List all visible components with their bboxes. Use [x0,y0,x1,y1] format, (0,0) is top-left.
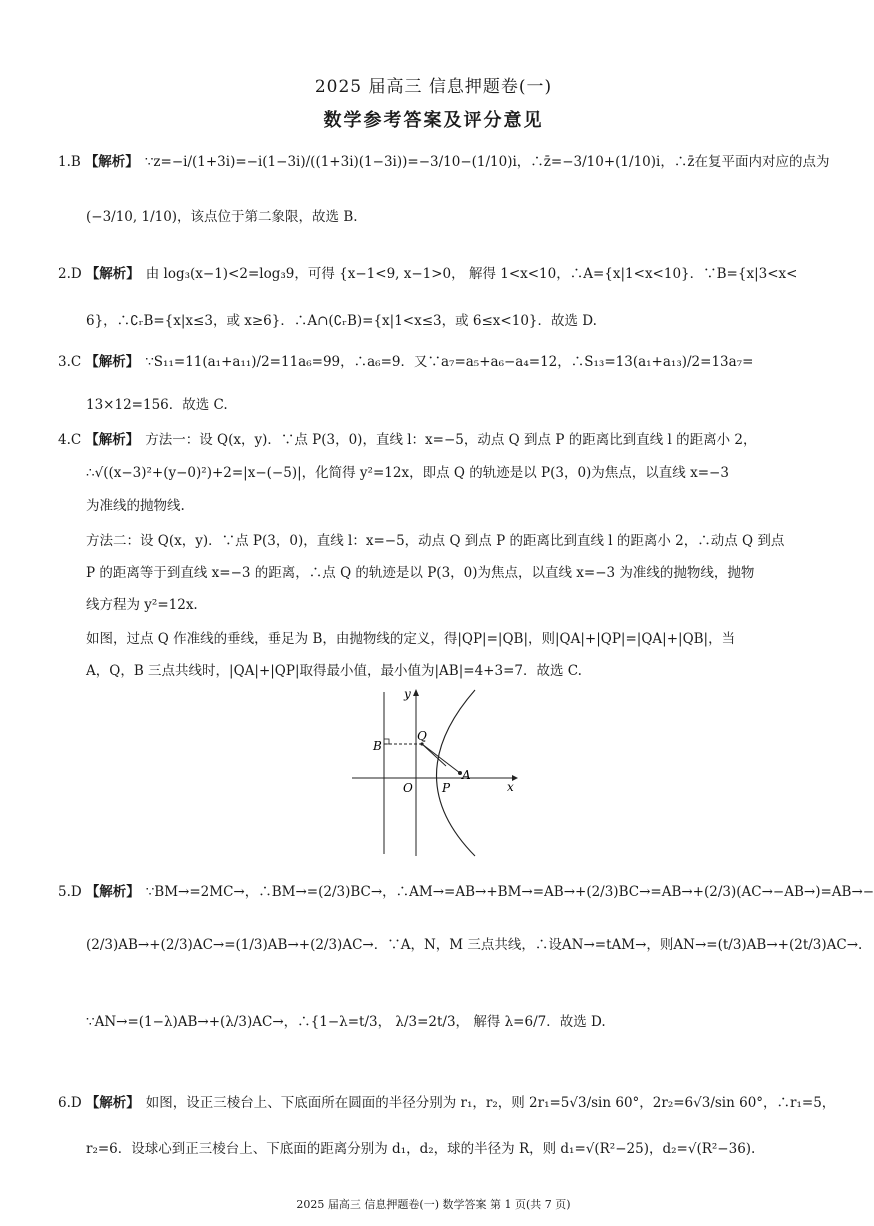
q2-text-2: 6}，∴∁ᵣB={x|x≤3，或 x≥6}．∴A∩(∁ᵣB)={x|1<x≤3，或 6≤x<10}．故选 D. [86,313,597,329]
q1-line-1 [58,150,830,170]
q2-number: 2.D [58,266,82,282]
q6-tag: 【解析】 [85,1095,140,1111]
q4-text-7: 如图，过点 Q 作准线的垂线，垂足为 B，由抛物线的定义，得|QP|=|QB|，则|QA|+|QP|=|QA|+|QB|，当 [86,631,736,647]
q4-text-5: P 的距离等于到直线 x=−3 的距离，∴点 Q 的轨迹是以 P(3，0)为焦点，以直线 x=−3 为准线的抛物线，抛物 [86,565,755,581]
q2-tag: 【解析】 [85,266,140,282]
page-title: 2025 届高三 信息押题卷(一) [314,77,553,97]
label-b: B [373,739,382,753]
parabola-figure [350,688,520,858]
page-subtitle: 数学参考答案及评分意见 [323,110,544,131]
y-axis-arrow [413,689,419,696]
q3-text-1: ∵S₁₁=11(a₁+a₁₁)/2=11a₆=99，∴a₆=9．又∵a₇=a₅+a₆−a₄=12，∴S₁₃=13(a₁+a₁₃)/2=13a₇= [145,354,754,370]
q2-text-1: 由 log₃(x−1)<2=log₃9，可得 {x−1<9, x−1>0， 解得 1<x<10，∴A={x|1<x<10}．∵B={x|3<x< [145,266,798,282]
label-x: x [507,780,514,794]
page-footer: 2025 届高三 信息押题卷(一) 数学答案 第 1 页(共 7 页) [296,1198,571,1211]
right-angle-mark [384,739,389,744]
q3-line-1 [58,350,778,370]
label-y: y [404,687,411,701]
q5-text-2: (2/3)AB→+(2/3)AC→=(1/3)AB→+(2/3)AC→．∵A，N，M 三点共线，∴设AN→=tAM→，则AN→=(t/3)AB→+(2t/3)AC→. [86,937,863,953]
q5-number: 5.D [58,884,82,900]
q4-text-8: A，Q，B 三点共线时，|QA|+|QP|取得最小值，最小值为|AB|=4+3=7．故选 C. [86,663,582,679]
q1-number: 1.B [58,154,81,170]
q1-text-2: (−3/10, 1/10)，该点位于第二象限，故选 B. [86,209,358,225]
q6-text-1: 如图，设正三棱台上、下底面所在圆面的半径分别为 r₁，r₂，则 2r₁=5√3/sin 60°，2r₂=6√3/sin 60°，∴r₁=5， [145,1095,836,1111]
q5-line-1 [58,880,874,900]
q6-text-2: r₂=6．设球心到正三棱台上、下底面的距离分别为 d₁，d₂，球的半径为 R，则 d₁=√(R²−25)，d₂=√(R²−36). [86,1141,756,1157]
q4-line-1 [58,428,778,448]
q3-tag: 【解析】 [85,354,140,370]
label-o: O [403,781,413,795]
label-p: P [442,781,451,795]
q6-number: 6.D [58,1095,82,1111]
segment-qp [422,744,446,766]
q4-text-1: 方法一：设 Q(x，y)．∵点 P(3，0)，直线 l：x=−5，动点 Q 到点 P 的距离比到直线 l 的距离小 2， [145,432,757,448]
label-a: A [462,768,471,782]
q6-line-1 [58,1091,836,1111]
q3-number: 3.C [58,354,82,370]
q1-tag: 【解析】 [84,154,139,170]
q3-text-2: 13×12=156．故选 C. [86,397,228,413]
q2-line-1 [58,262,798,282]
q4-tag: 【解析】 [85,432,140,448]
q4-text-3: 为准线的抛物线. [86,498,185,514]
label-q: Q [417,729,427,743]
q5-tag: 【解析】 [85,884,140,900]
q5-text-3: ∵AN→=(1−λ)AB→+(λ/3)AC→，∴{1−λ=t/3， λ/3=2t/3， 解得 λ=6/7．故选 D. [86,1014,606,1030]
q4-text-4: 方法二：设 Q(x，y)．∵点 P(3，0)，直线 l：x=−5，动点 Q 到点 P 的距离比到直线 l 的距离小 2，∴动点 Q 到点 [86,533,785,549]
q4-number: 4.C [58,432,82,448]
q4-text-6: 线方程为 y²=12x. [86,597,198,613]
q4-text-2: ∴√((x−3)²+(y−0)²)+2=|x−(−5)|，化简得 y²=12x，即点 Q 的轨迹是以 P(3，0)为焦点，以直线 x=−3 [86,465,729,481]
q5-text-1: ∵BM→=2MC→，∴BM→=(2/3)BC→，∴AM→=AB→+BM→=AB→+(2/3)BC→=AB→+(2/3)(AC→−AB→)=AB→− [145,884,874,900]
q1-text-1: ∵z=−i/(1+3i)=−i(1−3i)/((1+3i)(1−3i))=−3/10−(1/10)i，∴z̄=−3/10+(1/10)i，∴z̄在复平面内对应的点为 [144,154,830,170]
